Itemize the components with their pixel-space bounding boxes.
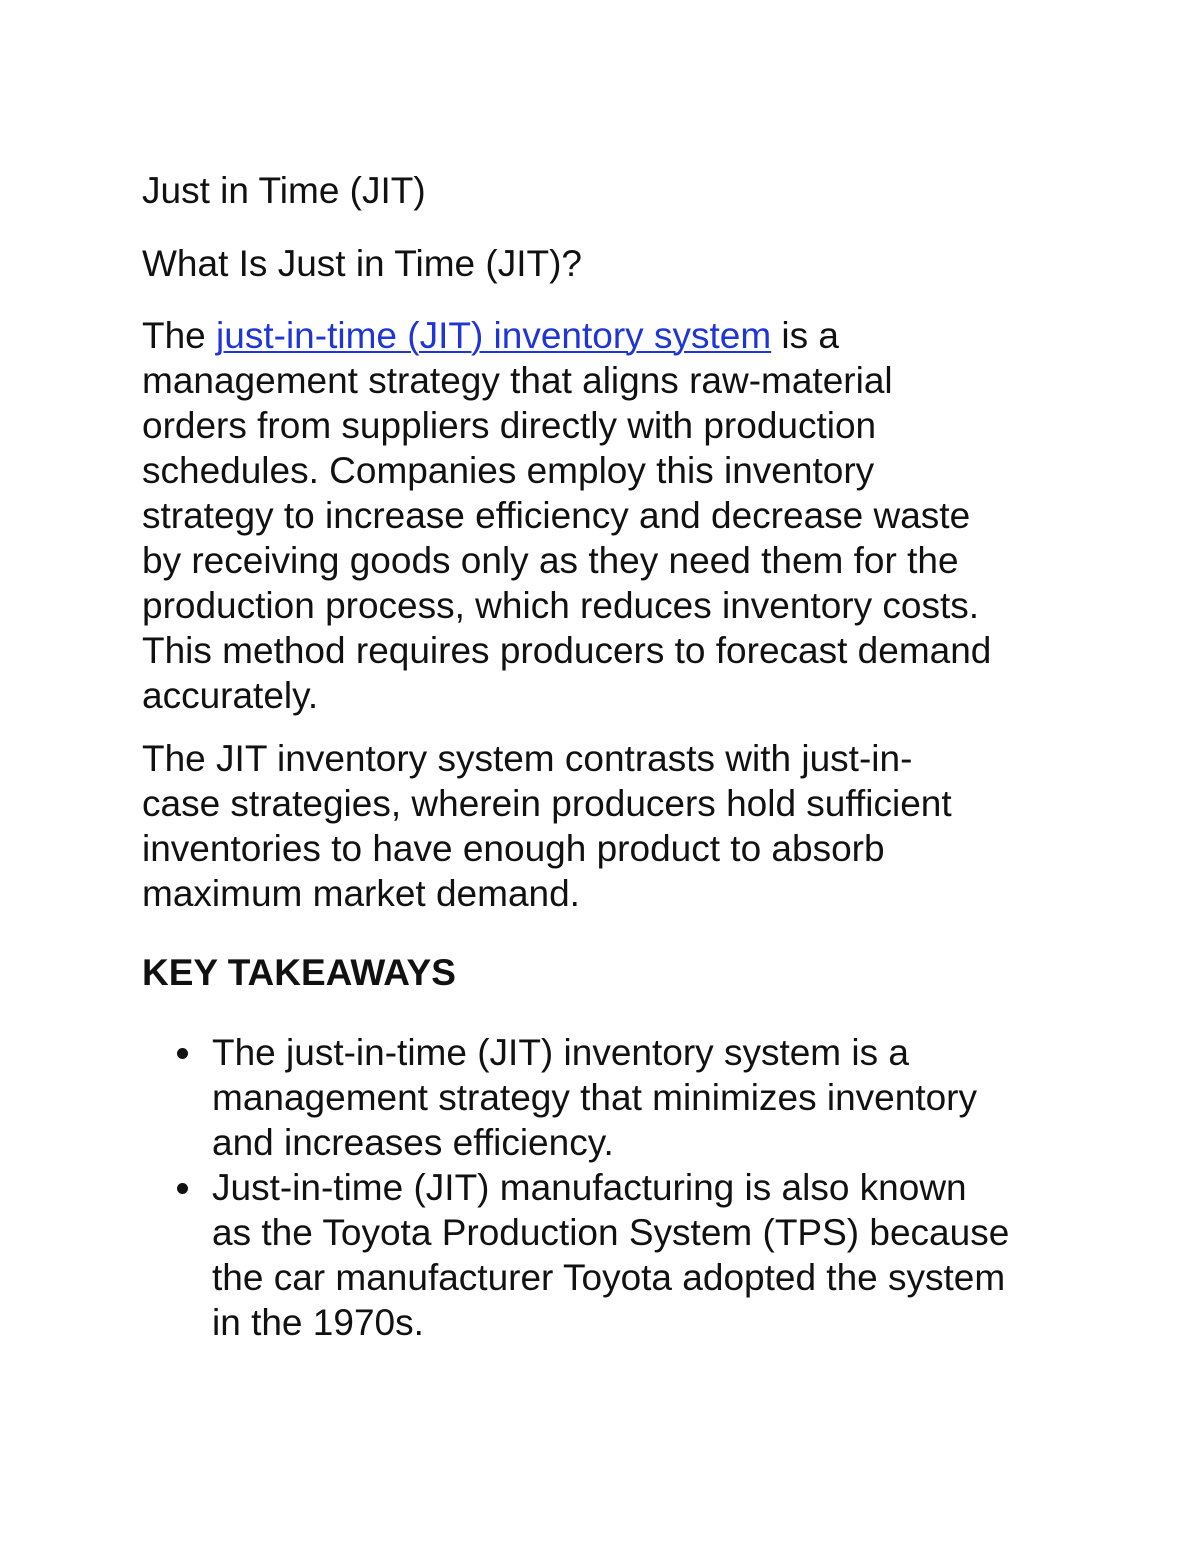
paragraph-line: maximum market demand. <box>142 873 580 914</box>
bullet-icon <box>177 1048 188 1059</box>
document-page <box>142 168 1072 1345</box>
key-takeaways-list <box>142 1030 1072 1345</box>
paragraph-line: inventories to have enough product to absorb <box>142 828 885 869</box>
paragraph-line-rest: is a <box>771 315 839 356</box>
paragraph-line: production process, which reduces inventory costs. <box>142 585 980 626</box>
section-heading: What Is Just in Time (JIT)? <box>142 243 582 284</box>
list-item <box>142 1165 1072 1345</box>
paragraph-line <box>142 313 1072 358</box>
paragraph-line: orders from suppliers directly with production <box>142 405 877 446</box>
list-item-line: Just-in-time (JIT) manufacturing is also known <box>212 1167 967 1208</box>
list-item-line: the car manufacturer Toyota adopted the system <box>212 1257 1006 1298</box>
paragraph-line: case strategies, wherein producers hold sufficient <box>142 783 952 824</box>
list-item-line: and increases efficiency. <box>212 1122 614 1163</box>
jit-inventory-system-link[interactable]: just-in-time (JIT) inventory system <box>216 315 772 356</box>
list-item <box>142 1030 1072 1165</box>
list-item-line: The just-in-time (JIT) inventory system is a <box>212 1032 909 1073</box>
paragraph-line: schedules. Companies employ this inventory <box>142 450 875 491</box>
paragraph-line: This method requires producers to forecast demand <box>142 630 992 671</box>
paragraph-contrast <box>142 736 1072 916</box>
paragraph-definition <box>142 313 1072 718</box>
document-title: Just in Time (JIT) <box>142 170 426 211</box>
paragraph-line: accurately. <box>142 675 319 716</box>
list-item-line: as the Toyota Production System (TPS) because <box>212 1212 1010 1253</box>
paragraph-line: by receiving goods only as they need them for the <box>142 540 959 581</box>
paragraph-line: strategy to increase efficiency and decrease waste <box>142 495 971 536</box>
paragraph-lead-text: The <box>142 315 217 356</box>
key-takeaways-heading: KEY TAKEAWAYS <box>142 952 456 993</box>
paragraph-line: The JIT inventory system contrasts with just-in- <box>142 738 913 779</box>
list-item-line: in the 1970s. <box>212 1302 424 1343</box>
bullet-icon <box>177 1183 188 1194</box>
paragraph-line: management strategy that aligns raw-material <box>142 360 893 401</box>
list-item-line: management strategy that minimizes inventory <box>212 1077 978 1118</box>
